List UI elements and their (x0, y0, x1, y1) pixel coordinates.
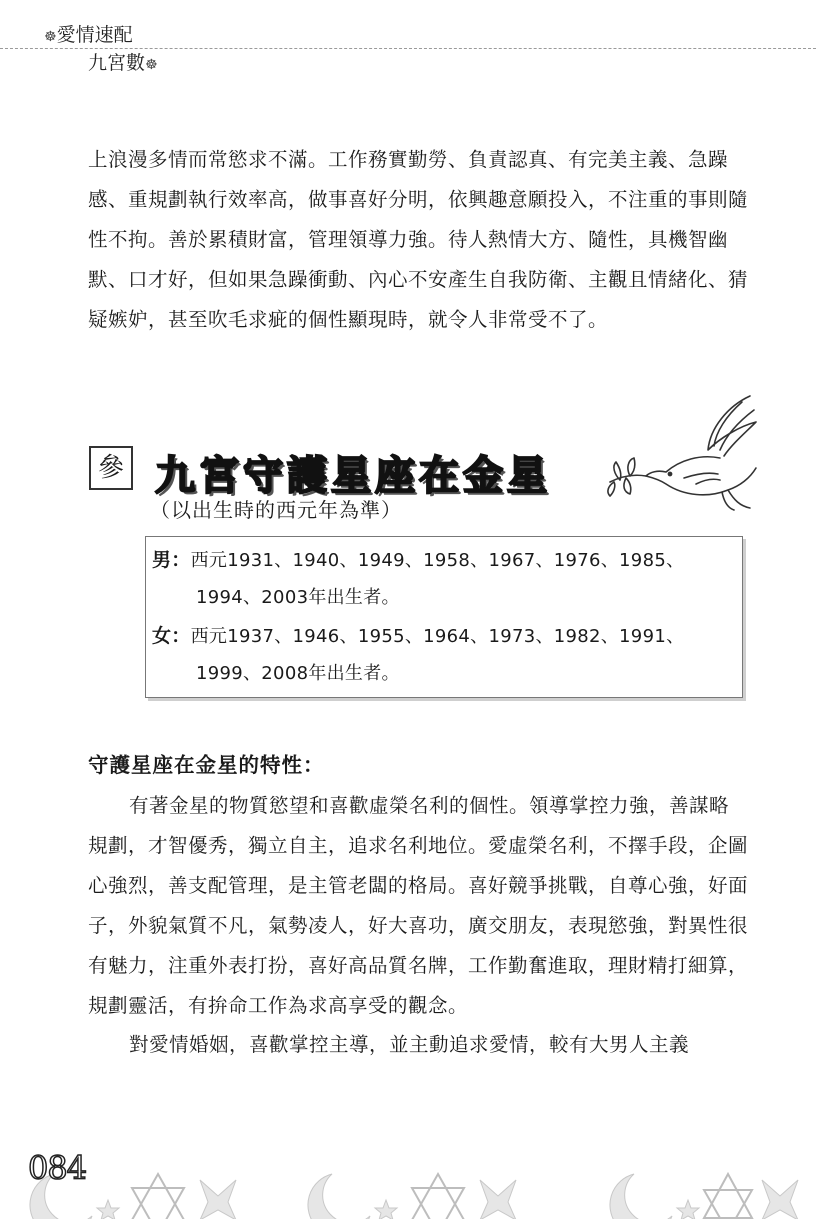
header-title-line2: 九宮數☸ (88, 52, 158, 74)
section-title: 九宮守護星座在金星 (155, 453, 551, 499)
traits-paragraph-1: 有著金星的物質慾望和喜歡虛榮名利的個性。領導掌控力強，善謀略規劃，才智優秀，獨立自主，追求名利地位。愛虛榮名利，不擇手段，企圖心強烈，善支配管理，是主管老闆的格局。喜好競爭挑戰，自尊心強，好面子，外貌氣質不凡，氣勢凌人，好大喜功，廣交朋友，表現慾強，對異性很有魅力，注重外表打扮，喜好高品質名牌，工作勤奮進取，理財精打細算，規劃靈活，有拚命工作為求高享受的觀念。 (88, 794, 749, 1017)
moon-star-icon (308, 1174, 397, 1219)
female-years-line2: 1999、2008年出生者。 (196, 663, 400, 684)
star-of-david-icon (704, 1174, 752, 1219)
section-number-box: 參 (89, 446, 133, 490)
male-years-line1: 西元1931、1940、1949、1958、1967、1976、1985、 (190, 550, 685, 571)
traits-paragraph-2: 對愛情婚姻，喜歡掌控主導，並主動追求愛情，較有大男人主義 (129, 1033, 690, 1056)
footer-ornament (0, 1140, 816, 1219)
male-row (152, 545, 684, 572)
birth-year-box (145, 536, 743, 698)
male-years-line2: 1994、2003年出生者。 (196, 587, 400, 608)
female-years-line1: 西元1937、1946、1955、1964、1973、1982、1991、 (190, 626, 685, 647)
dove-icon (600, 388, 765, 513)
star-of-david-icon (132, 1174, 184, 1219)
page-number: 084 (28, 1149, 87, 1187)
moon-star-icon (610, 1174, 699, 1219)
section-subtitle: （以出生時的西元年為準） (150, 498, 402, 522)
female-row (152, 621, 684, 648)
star-of-david-icon (412, 1174, 464, 1219)
female-label: 女： (152, 625, 191, 647)
cross-icon (762, 1180, 798, 1219)
page-header (0, 0, 816, 74)
male-label: 男： (152, 549, 191, 571)
traits-heading: 守護星座在金星的特性： (88, 753, 325, 777)
ornament-icon: ☸ (44, 29, 57, 45)
ornament-icon: ☸ (145, 57, 158, 73)
cross-icon (480, 1180, 516, 1219)
intro-paragraph: 上浪漫多情而常慾求不滿。工作務實勤勞、負責認真、有完美主義、急躁感、重規劃執行效率高，做事喜好分明，依興趣意願投入，不注重的事則隨性不拘。善於累積財富，管理領導力強。待人熱情大方、隨性，具機智幽默、口才好，但如果急躁衝動、內心不安產生自我防衛、主觀且情緒化、猜疑嫉妒，甚至吹毛求疵的個性顯現時，就令人非常受不了。 (88, 148, 749, 331)
header-title-line1: ☸愛情速配 (44, 24, 133, 46)
cross-icon (200, 1180, 236, 1219)
